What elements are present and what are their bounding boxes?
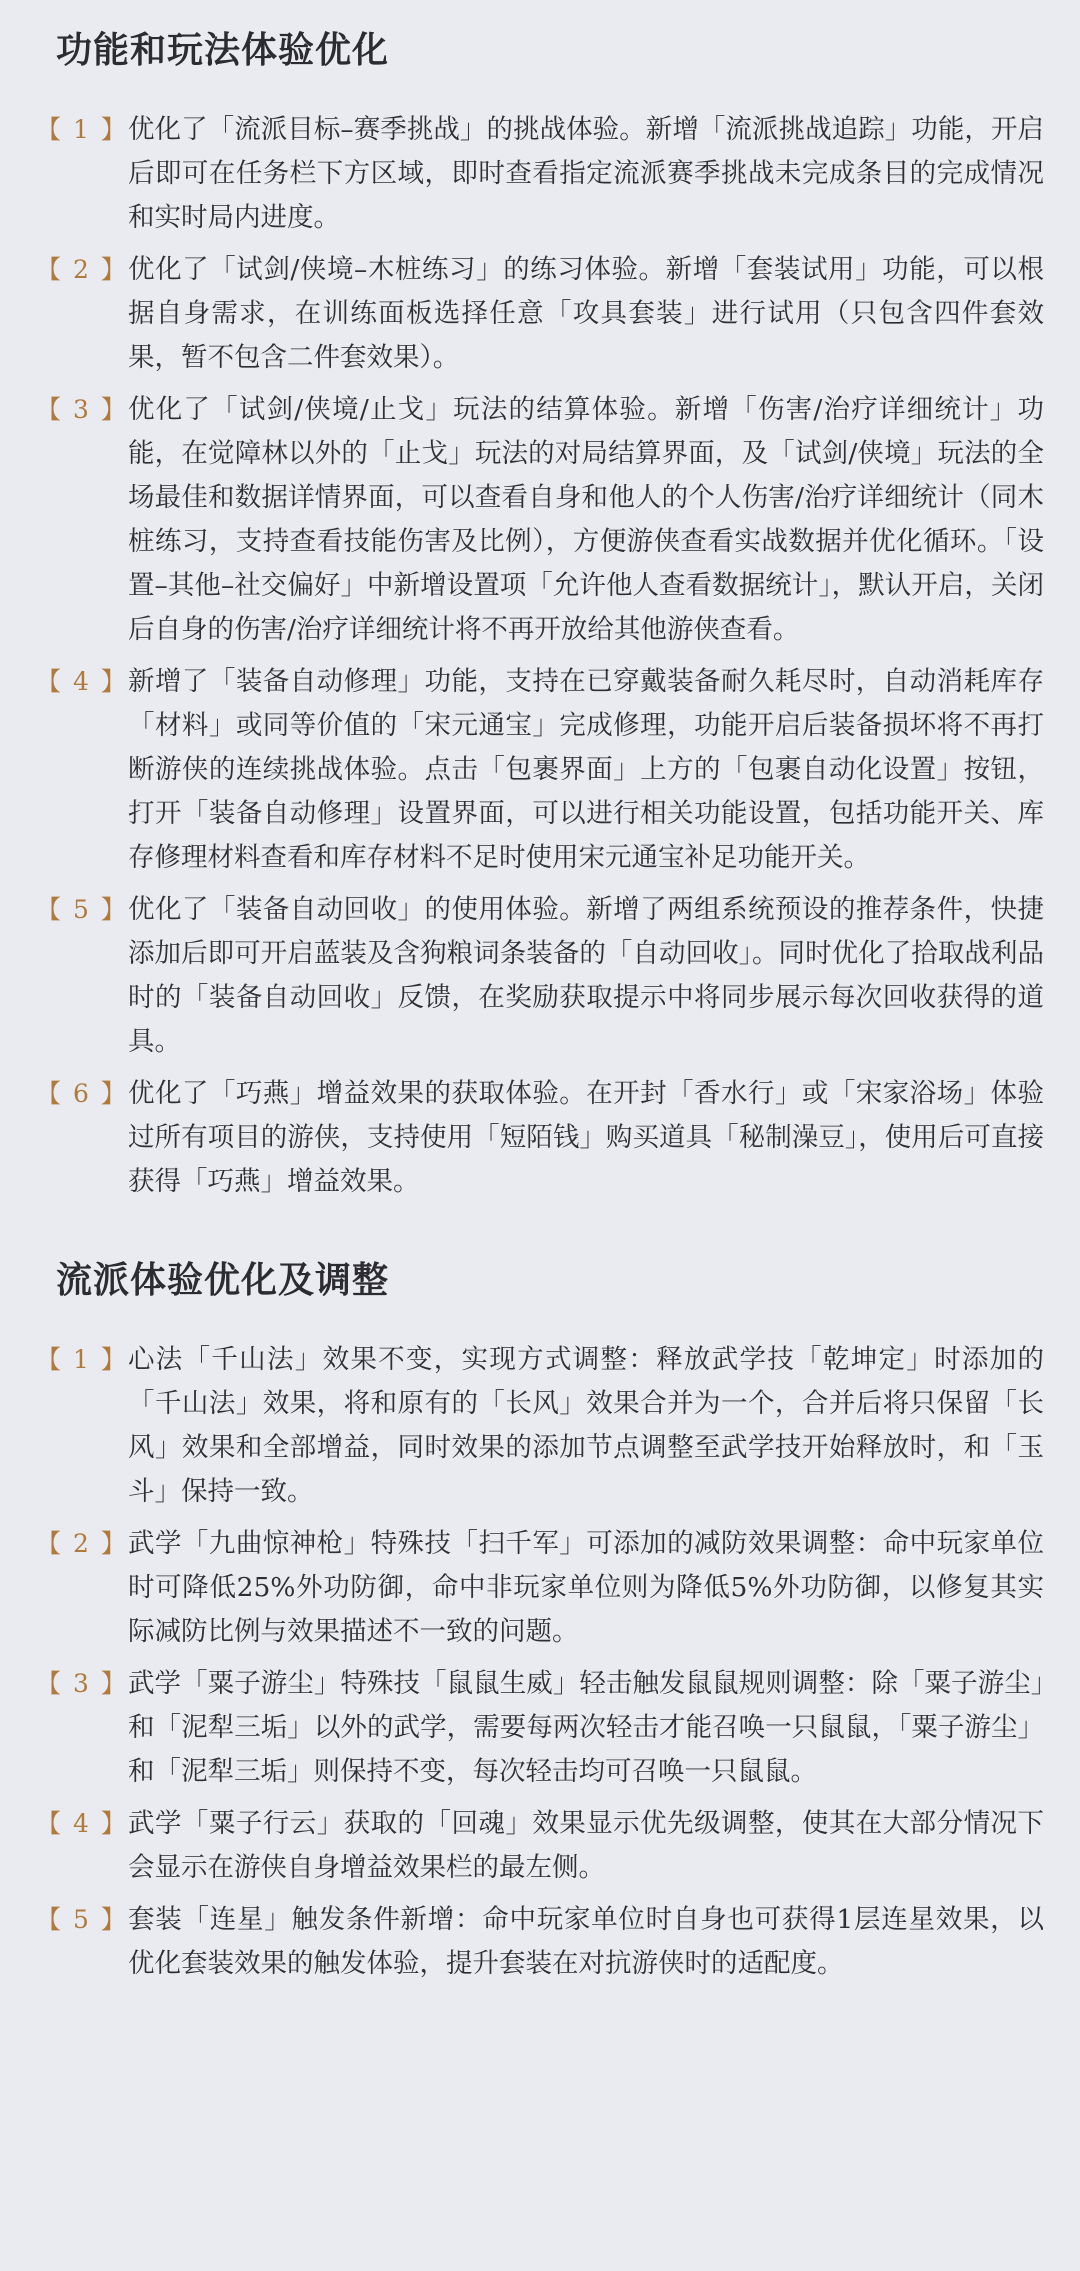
item-text: 套装「连星」触发条件新增：命中玩家单位时自身也可获得1层连星效果，以优化套装效果的触发体验，提升套装在对抗游侠时的适配度。 — [128, 1904, 1044, 1979]
item-number: 【 4 】 — [36, 667, 128, 696]
item-number: 【 4 】 — [36, 1809, 128, 1838]
item-number: 【 2 】 — [36, 1529, 128, 1558]
item-text: 新增了「装备自动修理」功能，支持在已穿戴装备耐久耗尽时，自动消耗库存「材料」或同等价值的「宋元通宝」完成修理，功能开启后装备损坏将不再打断游侠的连续挑战体验。点击「包裹界面」上方的「包裹自动化设置」按钮，打开「装备自动修理」设置界面，可以进行相关功能设置，包括功能开关、库存修理材料查看和库存材料不足时使用宋元通宝补足功能开关。 — [128, 666, 1044, 873]
list-item — [36, 888, 1044, 1064]
item-number: 【 2 】 — [36, 255, 128, 284]
section-title: 功能和玩法体验优化 — [56, 29, 390, 71]
list-item — [36, 388, 1044, 652]
item-text: 优化了「装备自动回收」的使用体验。新增了两组系统预设的推荐条件，快捷添加后即可开启蓝装及含狗粮词条装备的「自动回收」。同时优化了拾取战利品时的「装备自动回收」反馈，在奖励获取提示中将同步展示每次回收获得的道具。 — [128, 894, 1044, 1057]
section-title: 流派体验优化及调整 — [56, 1259, 390, 1301]
list-item — [36, 108, 1044, 240]
item-text: 优化了「巧燕」增益效果的获取体验。在开封「香水行」或「宋家浴场」体验过所有项目的游侠，支持使用「短陌钱」购买道具「秘制澡豆」，使用后可直接获得「巧燕」增益效果。 — [128, 1078, 1044, 1197]
item-number: 【 3 】 — [36, 395, 128, 424]
list-item — [36, 1898, 1044, 1986]
list-item — [36, 660, 1044, 880]
item-number: 【 1 】 — [36, 115, 128, 144]
item-text: 优化了「试剑/侠境–木桩练习」的练习体验。新增「套装试用」功能，可以根据自身需求，在训练面板选择任意「攻具套装」进行试用（只包含四件套效果，暂不包含二件套效果）。 — [128, 254, 1044, 373]
item-text: 优化了「流派目标–赛季挑战」的挑战体验。新增「流派挑战追踪」功能，开启后即可在任务栏下方区域，即时查看指定流派赛季挑战未完成条目的完成情况和实时局内进度。 — [128, 114, 1044, 233]
item-number: 【 5 】 — [36, 895, 128, 924]
item-number: 【 5 】 — [36, 1905, 128, 1934]
section-class-adjustments — [36, 1258, 1044, 1986]
item-text: 武学「粟子行云」获取的「回魂」效果显示优先级调整，使其在大部分情况下会显示在游侠自身增益效果栏的最左侧。 — [128, 1808, 1044, 1883]
item-text: 武学「九曲惊神枪」特殊技「扫千军」可添加的减防效果调整：命中玩家单位时可降低25%外功防御，命中非玩家单位则为降低5%外功防御，以修复其实际减防比例与效果描述不一致的问题。 — [128, 1528, 1044, 1647]
item-number: 【 1 】 — [36, 1345, 128, 1374]
item-text: 武学「粟子游尘」特殊技「鼠鼠生威」轻击触发鼠鼠规则调整：除「粟子游尘」和「泥犁三垢」以外的武学，需要每两次轻击才能召唤一只鼠鼠，「粟子游尘」和「泥犁三垢」则保持不变，每次轻击均可召唤一只鼠鼠。 — [128, 1668, 1044, 1787]
item-text: 优化了「试剑/侠境/止戈」玩法的结算体验。新增「伤害/治疗详细统计」功能，在觉障林以外的「止戈」玩法的对局结算界面，及「试剑/侠境」玩法的全场最佳和数据详情界面，可以查看自身和他人的个人伤害/治疗详细统计（同木桩练习，支持查看技能伤害及比例），方便游侠查看实战数据并优化循环。「设置–其他–社交偏好」中新增设置项「允许他人查看数据统计」，默认开启，关闭后自身的伤害/治疗详细统计将不再开放给其他游侠查看。 — [128, 394, 1044, 645]
list-item — [36, 1072, 1044, 1204]
section-features — [36, 28, 1044, 1204]
list-item — [36, 1662, 1044, 1794]
item-number: 【 6 】 — [36, 1079, 128, 1108]
list-item — [36, 1338, 1044, 1514]
item-number: 【 3 】 — [36, 1669, 128, 1698]
list-item — [36, 1802, 1044, 1890]
item-text: 心法「千山法」效果不变，实现方式调整：释放武学技「乾坤定」时添加的「千山法」效果，将和原有的「长风」效果合并为一个，合并后将只保留「长风」效果和全部增益，同时效果的添加节点调整至武学技开始释放时，和「玉斗」保持一致。 — [128, 1344, 1044, 1507]
list-item — [36, 248, 1044, 380]
list-item — [36, 1522, 1044, 1654]
